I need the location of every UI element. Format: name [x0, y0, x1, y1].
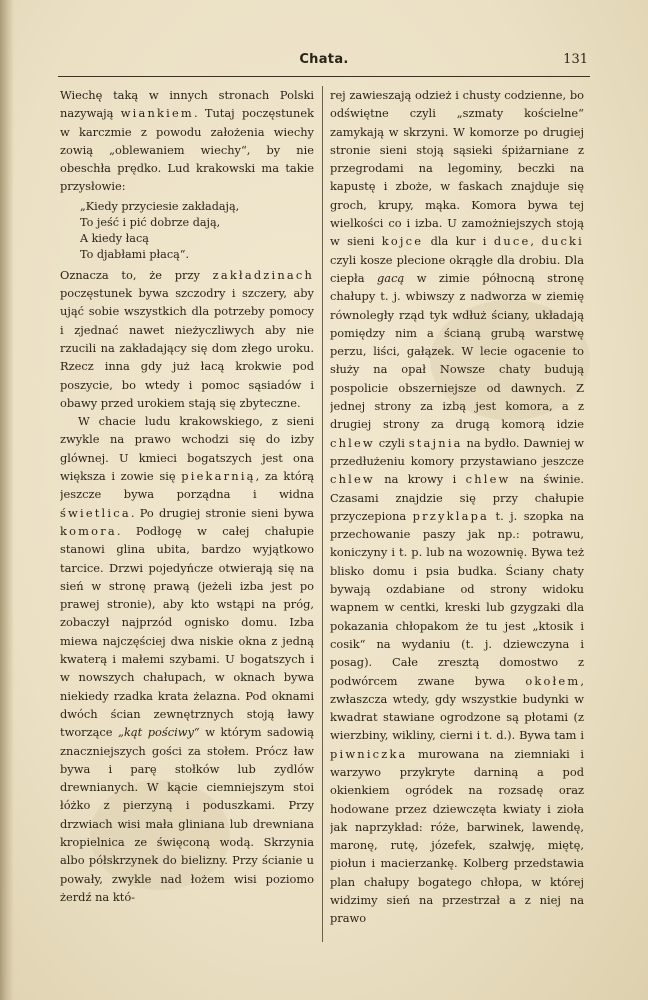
text-run: . Tutaj poczęstunek w karczmie z powodu założenia wiechy zowią „oblewaniem wiechy“, by nie obeschła prędko. Lud krakowski ma takie przysłowie:	[60, 106, 314, 194]
spaced-term: chlew	[330, 435, 375, 450]
text-run: t. j. szopka na przechowanie paszy jak np.: potrawu, koniczyny i t. p. lub na wozownię. Bywa też blisko domu i psia budka. Ściany chaty bywają ozdabiane od strony widoku wapnem w centki, kreski lub gzygzaki dla pokazania chłopakom że tu jest „ktosik i cosik“ na wydaniu (t. j. dziewczyna i posag). Całe zresztą domostwo z podwórcem zwane bywa	[330, 508, 584, 688]
spaced-term: chlew	[465, 472, 511, 487]
text-run: Wiechę taką w innych stronach Polski nazywają	[60, 88, 314, 121]
text-run: w zimie północną stronę chałupy t. j. wbiwszy z nadworza w ziemię równoległy rząd tyk wdłuż ściany, układają pomiędzy nim a ścianą grubą warstwę perzu, liści, gałązek. W lecie ogacenie to służy na opał Nowsze chaty budują pospolicie obszerniejsze od dawnych. Z jednej strony za izbą jest komora, a z drugiej strony za drugą komorą idzie	[330, 270, 584, 432]
left-column	[60, 86, 314, 966]
spaced-term: piwniczka	[330, 746, 408, 761]
spaced-term: świetlica	[60, 505, 131, 520]
text-run: w którym sadowią znaczniejszych gości za stołem. Prócz ław bywa i parę stołków lub zydlów drewnianych. W kącie ciemniejszym stoi łóżko z pierzyną i poduszkami. Przy drzwiach wisi mała gliniana lub drewniana kropielnica ze święconą wodą. Skrzynia albo półskrzynek do bielizny. Przy ścianie u powały, zwykle nad łożem wisi poziomo żerdź na któ-	[60, 725, 314, 904]
spaced-term: komora	[60, 523, 117, 538]
spaced-term: okołem	[525, 673, 581, 688]
proverb-verse	[80, 199, 314, 263]
spaced-term: zakładzinach	[212, 267, 314, 282]
paragraph	[60, 266, 314, 412]
running-title: Chata.	[299, 52, 349, 67]
text-run: ,	[530, 234, 542, 249]
text-run: Oznacza to, że przy	[60, 267, 213, 282]
column-divider	[322, 86, 323, 942]
spaced-term: ducki	[541, 234, 584, 249]
paragraph	[60, 412, 314, 906]
header-rule	[58, 76, 590, 77]
paragraph	[60, 86, 314, 196]
spaced-term: kojce	[381, 234, 424, 249]
text-run: . Po drugiej stronie sieni bywa	[130, 505, 314, 520]
text-run: . Podłogę w całej chałupie stanowi glina ubita, bardzo wyjątkowo tarcice. Drzwi pojedyńcze otwierają się na sień w stronę prawą (jeżeli izba jest po prawej stronie), aby kto wstąpi na próg, zobaczył najprzód ognisko domu. Izba miewa najczęściej dwa niskie okna z jedną kwaterą i małemi szybami. U bogatszych i w nowszych chałupach, w oknach bywa niekiedy rzadka krata żelazna. Pod oknami dwóch ścian zewnętrznych stoją ławy tworzące	[60, 523, 314, 740]
verse-line: To djabłami płacą“.	[80, 247, 190, 261]
text-run: dla kur i	[423, 234, 494, 249]
italic-term: „kąt pościwy“	[118, 725, 200, 740]
spaced-term: piekarnią	[181, 469, 256, 484]
text-run: rej zawieszają odzież i chusty codzienne, bo odświętne czyli „szmaty kościelne“ zamykają w skrzyni. W komorze po drugiej stronie sieni stoją sąsieki śpiżarniane z przegrodami na legominy, beczki na kapustę i zboże, w faskach znajduje się groch, krupy, mąka. Komora bywa tej wielkości co i izba. U zamożniejszych stoją w sieni	[330, 88, 584, 249]
text-run: murowana na ziemniaki i warzywo przykryte darniną a pod okienkiem ogródek na rozsadę oraz hodowane przez dziewczęta kwiaty i zioła jak naprzykład: róże, barwinek, lawendę, maronę, rutę, józefek, szałwję, miętę, piołun i macierzankę. Kolberg przedstawia plan chałupy bogatego chłopa, w której widzimy sień na przestrzał a z niej na prawo	[330, 746, 584, 926]
text-run: na bydło. Dawniej w przedłużeniu komory przystawiano jeszcze	[330, 435, 584, 468]
right-column	[330, 86, 584, 966]
paragraph	[330, 86, 584, 928]
spaced-term: duce	[493, 234, 531, 249]
running-header	[60, 52, 588, 74]
page-spine-shadow	[0, 0, 14, 1000]
text-run: poczęstunek bywa szczodry i szczery, aby ująć sobie wszystkich dla potrzeby pomocy i zjednać nawet nieżyczliwych aby nie rzucili na zakładający się dom złego uroku. Rzecz inna gdy już łacą krokwie pod poszycie, bo wtedy i pomoc sąsiadów i obawy przed urokiem stają się zbyteczne.	[60, 286, 314, 410]
spaced-term: wiankiem	[120, 106, 194, 121]
text-run: W chacie ludu krakowskiego, z sieni zwykle na prawo wchodzi się do izby glównej. U kmieci bogatszych jest ona większa i zowie się	[60, 414, 314, 484]
page-number: 131	[563, 52, 588, 67]
verse-line: A kiedy łacą	[80, 231, 149, 245]
text-run: na świnie. Czasami znajdzie się przy chałupie przyczepiona	[330, 472, 584, 523]
spaced-term: przyklapa	[412, 508, 490, 523]
spaced-term: stajnia	[408, 435, 463, 450]
spaced-term: chlew	[330, 472, 375, 487]
verse-line: To jeść i pić dobrze dają,	[80, 215, 221, 229]
verse-line: „Kiedy przyciesie zakładają,	[80, 199, 240, 213]
text-run: czyli	[374, 435, 409, 450]
text-run: na krowy i	[374, 472, 466, 487]
text-run: , zwłaszcza wtedy, gdy wszystkie budynki w kwadrat stawiane ogrodzone są płotami (z wierzbiny, wikliny, cierni i t. d.). Bywa tam i	[330, 673, 584, 743]
text-run: czyli kosze plecione okrągłe dla drobiu. Dla ciepła	[330, 252, 584, 285]
text-run: , za którą jeszcze bywa porządna i widna	[60, 469, 314, 502]
italic-term: gacą	[377, 270, 405, 285]
